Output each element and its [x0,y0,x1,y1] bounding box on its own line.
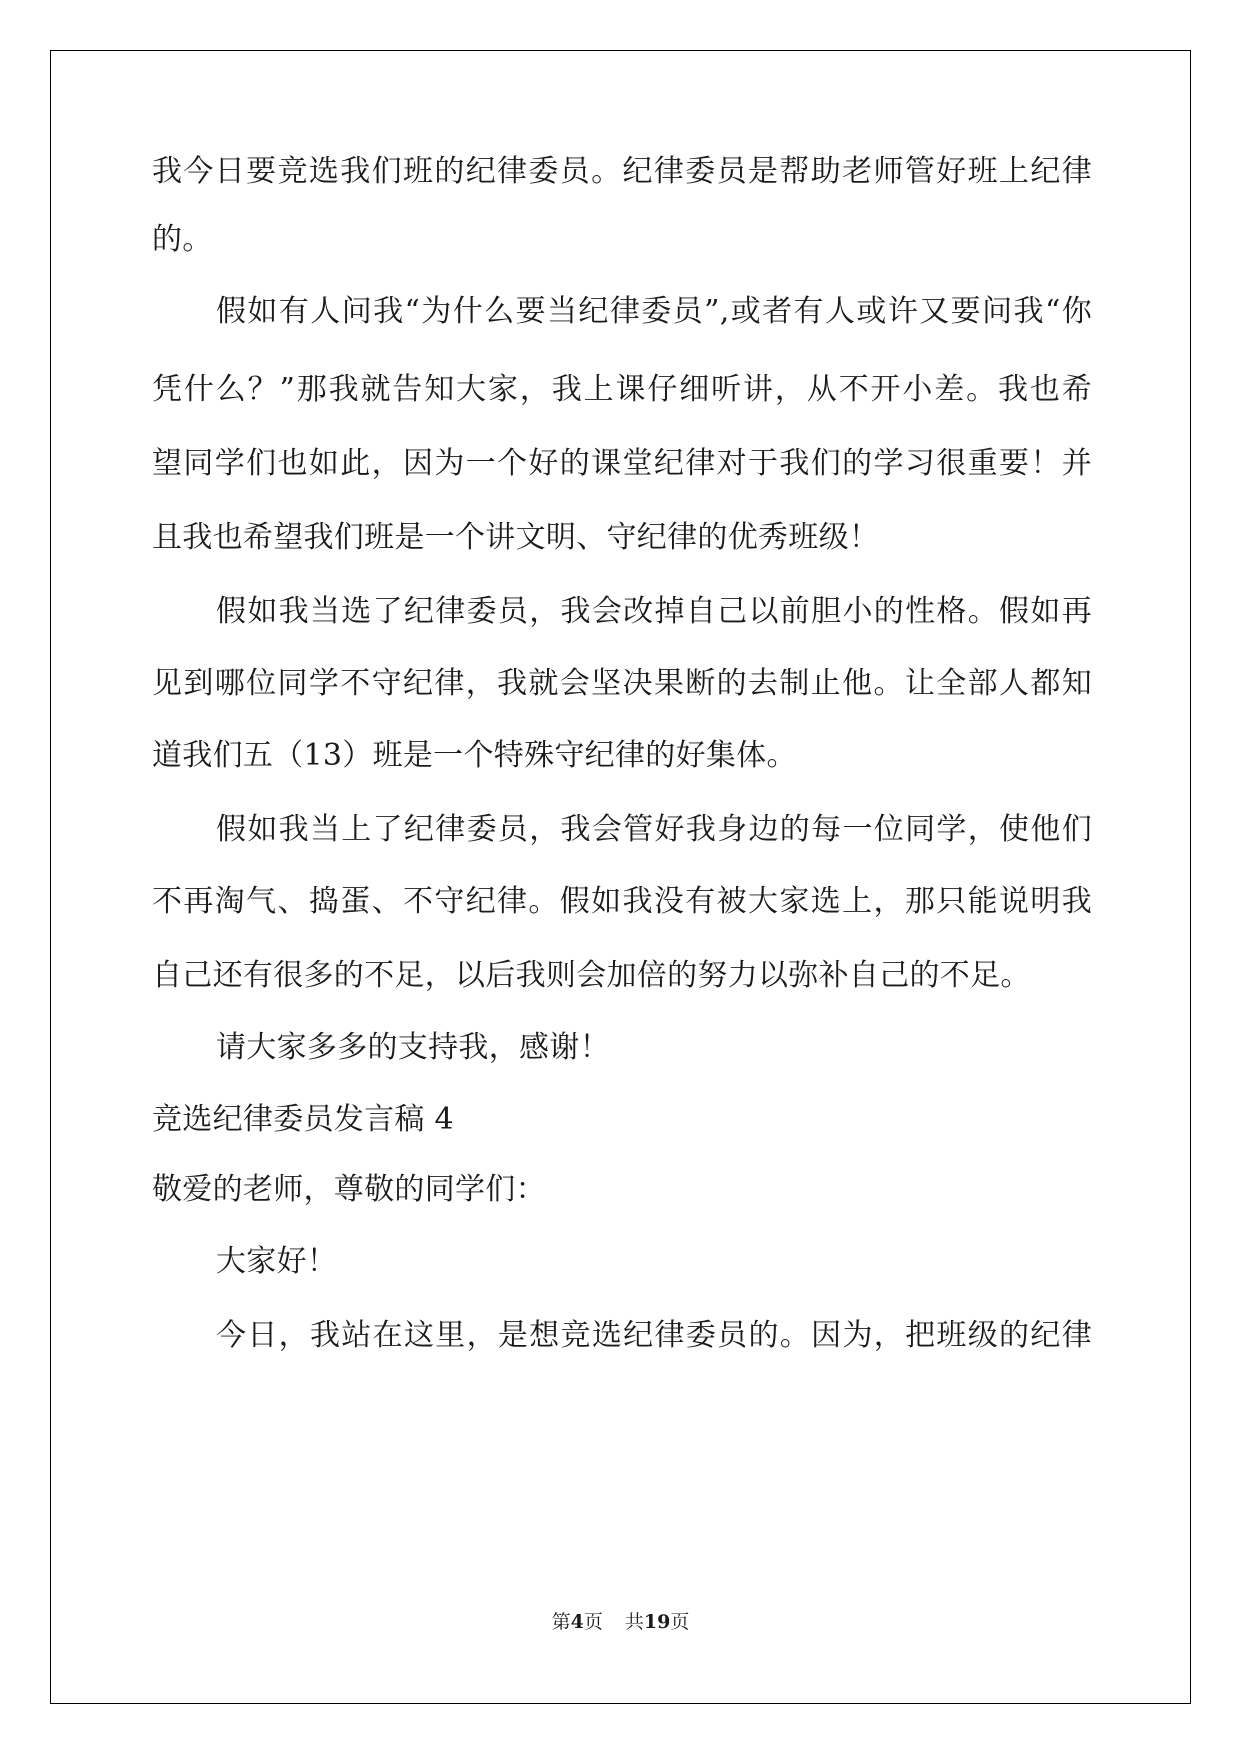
page-number: 4 [570,1611,584,1633]
text-line: 假如我当选了纪律委员，我会改掉自己以前胆小的性格。假如再 [216,594,1092,629]
total-pages: 19 [643,1611,671,1633]
text-line: 望同学们也如此，因为一个好的课堂纪律对于我们的学习很重要！并 [152,446,1092,481]
page-footer [0,1610,1241,1634]
text-line: 凭什么？”那我就告知大家，我上课仔细听讲，从不开小差。我也希 [152,372,1092,407]
text-line: 今日，我站在这里，是想竞选纪律委员的。因为，把班级的纪律 [216,1318,1092,1353]
greeting: 大家好！ [216,1244,338,1279]
text-line: 请大家多多的支持我，感谢！ [216,1030,610,1065]
text-line: 假如有人问我“为什么要当纪律委员”,或者有人或许又要问我“你 [216,294,1092,329]
text-line: 的。 [152,222,213,257]
text-line: 自己还有很多的不足，以后我则会加倍的努力以弥补自己的不足。 [152,958,1031,993]
section-heading: 竞选纪律委员发言稿 4 [152,1102,454,1137]
text-line: 不再淘气、捣蛋、不守纪律。假如我没有被大家选上，那只能说明我 [152,884,1092,919]
text-line: 假如我当上了纪律委员，我会管好我身边的每一位同学，使他们 [216,812,1092,847]
total-prefix: 共 [624,1611,644,1633]
salutation: 敬爱的老师，尊敬的同学们： [152,1172,546,1207]
total-unit: 页 [670,1611,690,1633]
text-line: 道我们五（13）班是一个特殊守纪律的好集体。 [152,738,797,773]
text-line: 且我也希望我们班是一个讲文明、守纪律的优秀班级！ [152,520,880,555]
footer-prefix: 第 [551,1611,571,1633]
page-unit: 页 [583,1611,603,1633]
text-line: 我今日要竞选我们班的纪律委员。纪律委员是帮助老师管好班上纪律 [152,154,1092,189]
text-line: 见到哪位同学不守纪律，我就会坚决果断的去制止他。让全部人都知 [152,666,1092,701]
